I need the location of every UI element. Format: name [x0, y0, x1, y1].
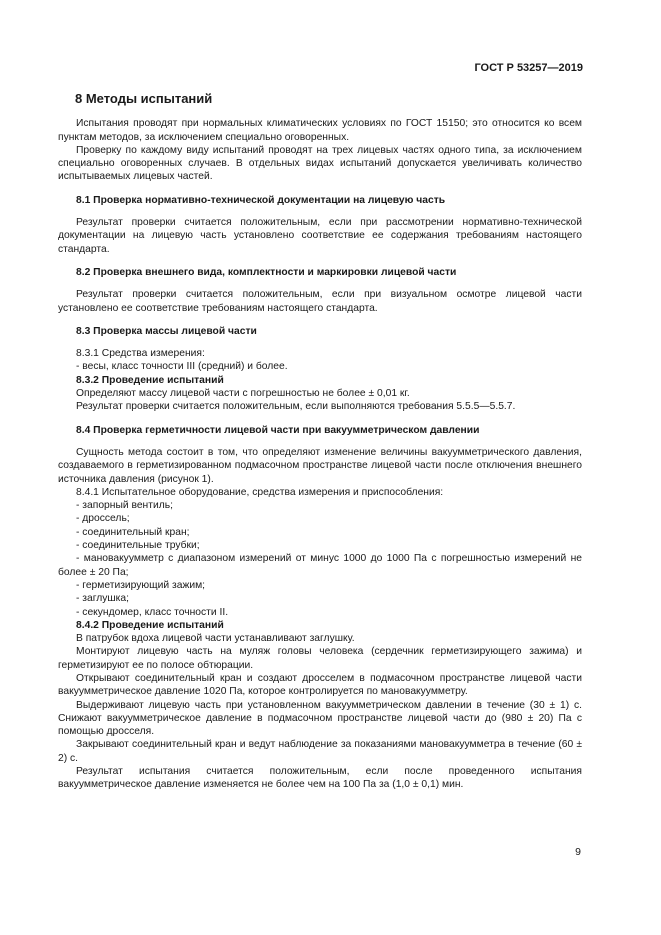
subsection-title: 8.2 Проверка внешнего вида, комплектности и маркировки лицевой части — [76, 266, 457, 278]
list-item: - заглушка; — [76, 593, 130, 605]
paragraph: Сущность метода состоит в том, что определяют изменение величины вакуумметрического давления, создаваемого в герметизированном подмасочном пространстве лицевой части после отключения внешнего источника давления (рисунок 1). — [58, 446, 582, 485]
paragraph: Результат испытания считается положительным, если после проведенного испытания вакуумметрическое давление изменяется не более чем на 100 Па за (1,0 ± 0,1) мин. — [58, 766, 582, 791]
paragraph: В патрубок вдоха лицевой части устанавливают заглушку. — [76, 633, 355, 645]
clause-title: 8.3.2 Проведение испытаний — [76, 374, 224, 386]
paragraph: Выдерживают лицевую часть при установленном вакуумметрическом давлении в течение (30 ± 1) с. Снижают вакуумметрическое давление в подмасочном пространстве лицевой части до (980 ± 20) Па с помощью дросселя. — [58, 699, 582, 738]
list-item: - мановакуумметр с диапазоном измерений от минус 1000 до 1000 Па с погрешностью измерений не более ± 20 Па; — [58, 553, 582, 578]
paragraph: Закрывают соединительный кран и ведут наблюдение за показаниями мановакуумметра в течение (60 ± 2) с. — [58, 739, 582, 764]
paragraph: 8.3.1 Средства измерения: — [76, 348, 205, 360]
standard-header: ГОСТ Р 53257—2019 — [474, 62, 583, 74]
content — [58, 92, 582, 792]
list-item: - герметизирующий зажим; — [76, 579, 206, 591]
subsection-title: 8.4 Проверка герметичности лицевой части при вакуумметрическом давлении — [76, 424, 480, 436]
paragraph: 8.4.1 Испытательное оборудование, средства измерения и приспособления: — [76, 486, 444, 498]
paragraph: Испытания проводят при нормальных климатических условиях по ГОСТ 15150; это относится ко всем пунктам методов, за исключением специально оговоренных. — [58, 118, 582, 143]
clause-title: 8.4.2 Проведение испытаний — [76, 619, 224, 631]
subsection-title: 8.3 Проверка массы лицевой части — [76, 325, 257, 337]
section-title: 8 Методы испытаний — [75, 91, 213, 106]
paragraph: Результат проверки считается положительным, если при рассмотрении нормативно-технической документации на лицевую часть установлено соответствие ее содержания требованиям настоящего стандарта. — [58, 217, 582, 255]
list-item: - дроссель; — [76, 513, 130, 525]
paragraph: Открывают соединительный кран и создают дросселем в подмасочном пространстве лицевой части вакуумметрическое давление 1020 Па, которое контролируется по мановакуумметру. — [58, 672, 582, 698]
list-item: - соединительные трубки; — [76, 540, 200, 552]
paragraph: Проверку по каждому виду испытаний проводят на трех лицевых частях одного типа, за исключением специально оговоренных случаев. В отдельных видах испытаний допускается увеличивать количество испытываемых лицевых частей. — [58, 144, 582, 183]
paragraph: Монтируют лицевую часть на муляж головы человека (сердечник герметизирующего зажима) и герметизируют ее по полосе обтюрации. — [58, 646, 582, 671]
list-item: - запорный вентиль; — [76, 500, 173, 512]
paragraph: Результат проверки считается положительным, если выполняются требования 5.5.5—5.5.7. — [76, 401, 516, 413]
page-number: 9 — [575, 846, 581, 858]
paragraph: Результат проверки считается положительным, если при визуальном осмотре лицевой части установлено ее соответствие требованиям настоящего стандарта. — [58, 289, 582, 314]
paragraph: Определяют массу лицевой части с погрешностью не более ± 0,01 кг. — [76, 388, 410, 400]
subsection-title: 8.1 Проверка нормативно-технической документации на лицевую часть — [76, 194, 446, 206]
list-item: - соединительный кран; — [76, 526, 190, 538]
list-item: - весы, класс точности III (средний) и более. — [76, 361, 288, 373]
list-item: - секундомер, класс точности II. — [76, 606, 229, 618]
